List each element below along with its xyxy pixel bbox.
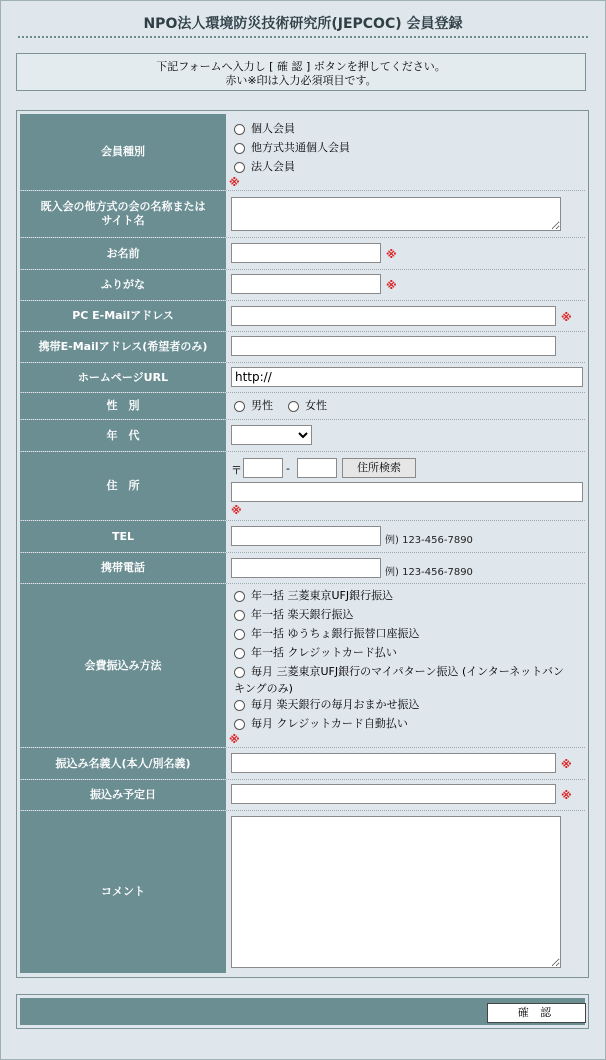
required-mark: ※ [561, 789, 572, 802]
required-mark: ※ [561, 311, 572, 324]
payment-date-input[interactable] [231, 784, 556, 804]
postal-separator: - [286, 462, 290, 475]
tel-input[interactable] [231, 526, 381, 546]
row-payment-date [20, 780, 585, 811]
payment-method-label: 会費振込み方法 [20, 584, 226, 747]
age-select[interactable] [231, 425, 312, 445]
tel-label: TEL [20, 521, 226, 552]
notice-line-1: 下記フォームへ入力し [ 確 認 ] ボタンを押してください。 [156, 60, 446, 73]
notice-line-2: 赤い※印は入力必須項目です。 [225, 74, 377, 87]
mobile-hint: 例) 123-456-7890 [385, 567, 473, 578]
instruction-notice [16, 53, 586, 91]
payer-name-label: 振込み名義人(本人/別名義) [20, 748, 226, 779]
other-org-textarea[interactable] [231, 197, 561, 231]
row-payment-method [20, 584, 585, 748]
radio-corporate[interactable]: 法人会員 [234, 160, 295, 174]
tel-hint: 例) 123-456-7890 [385, 535, 473, 546]
membership-type-label: 会員種別 [20, 114, 226, 190]
row-membership-type [20, 114, 585, 191]
row-other-org [20, 191, 585, 238]
radio-payment-credit-monthly[interactable]: 毎月 クレジットカード自動払い [234, 717, 408, 731]
row-age [20, 420, 585, 452]
row-address [20, 452, 585, 521]
confirm-button[interactable]: 確 認 [487, 1003, 586, 1023]
radio-male[interactable]: 男性 [234, 399, 273, 413]
radio-payment-rakuten-yearly[interactable]: 年一括 楽天銀行振込 [234, 608, 354, 622]
submit-bar [16, 994, 589, 1029]
name-label: お名前 [20, 238, 226, 269]
homepage-label: ホームページURL [20, 363, 226, 392]
furigana-input[interactable] [231, 274, 381, 294]
homepage-input[interactable] [231, 367, 583, 387]
row-furigana [20, 270, 585, 301]
required-mark: ※ [386, 279, 397, 292]
required-mark: ※ [561, 758, 572, 771]
radio-payment-rakuten-monthly[interactable]: 毎月 楽天銀行の毎月おまかせ振込 [234, 698, 420, 712]
radio-payment-yucho-yearly[interactable]: 年一括 ゆうちょ銀行振替口座振込 [234, 627, 420, 641]
row-pc-email [20, 301, 585, 332]
comment-label: コメント [20, 811, 226, 973]
required-mark: ※ [229, 733, 240, 746]
payment-option-wrap: キングのみ) [234, 682, 293, 695]
age-label: 年 代 [20, 420, 226, 451]
comment-textarea[interactable] [231, 816, 561, 968]
radio-shared-individual[interactable]: 他方式共通個人会員 [234, 141, 350, 155]
address-input[interactable] [231, 482, 583, 502]
gender-label: 性 別 [20, 393, 226, 419]
postal-code-second[interactable] [297, 458, 337, 478]
mobile-email-label: 携帯E-Mailアドレス(希望者のみ) [20, 332, 226, 362]
row-gender [20, 393, 585, 420]
required-mark: ※ [386, 248, 397, 261]
pc-email-label: PC E-Mailアドレス [20, 301, 226, 331]
payment-date-label: 振込み予定日 [20, 780, 226, 810]
row-tel [20, 521, 585, 553]
radio-payment-ufj-monthly[interactable]: 毎月 三菱東京UFJ銀行のマイパターン振込 (インターネットバン [234, 665, 564, 679]
page-title: NPO法人環境防災技術研究所(JEPCOC) 会員登録 [18, 12, 588, 38]
required-mark: ※ [229, 176, 240, 189]
furigana-label: ふりがな [20, 270, 226, 300]
pc-email-input[interactable] [231, 306, 556, 326]
payer-name-input[interactable] [231, 753, 556, 773]
address-search-button[interactable]: 住所検索 [342, 458, 416, 478]
mobile-label: 携帯電話 [20, 553, 226, 583]
postal-code-first[interactable] [243, 458, 283, 478]
row-mobile [20, 553, 585, 584]
row-homepage [20, 363, 585, 393]
radio-female[interactable]: 女性 [288, 399, 327, 413]
address-label: 住 所 [20, 452, 226, 520]
radio-payment-credit-yearly[interactable]: 年一括 クレジットカード払い [234, 646, 397, 660]
mobile-email-input[interactable] [231, 336, 556, 356]
row-comment [20, 811, 585, 973]
radio-payment-ufj-yearly[interactable]: 年一括 三菱東京UFJ銀行振込 [234, 589, 393, 603]
registration-form [16, 110, 589, 978]
required-mark: ※ [231, 504, 242, 517]
row-name [20, 238, 585, 270]
name-input[interactable] [231, 243, 381, 263]
radio-individual[interactable]: 個人会員 [234, 122, 295, 136]
other-org-label: 既入会の他方式の会の名称または サイト名 [20, 191, 226, 237]
postal-mark: 〒 [231, 464, 242, 477]
row-payer-name [20, 748, 585, 780]
mobile-input[interactable] [231, 558, 381, 578]
row-mobile-email [20, 332, 585, 363]
